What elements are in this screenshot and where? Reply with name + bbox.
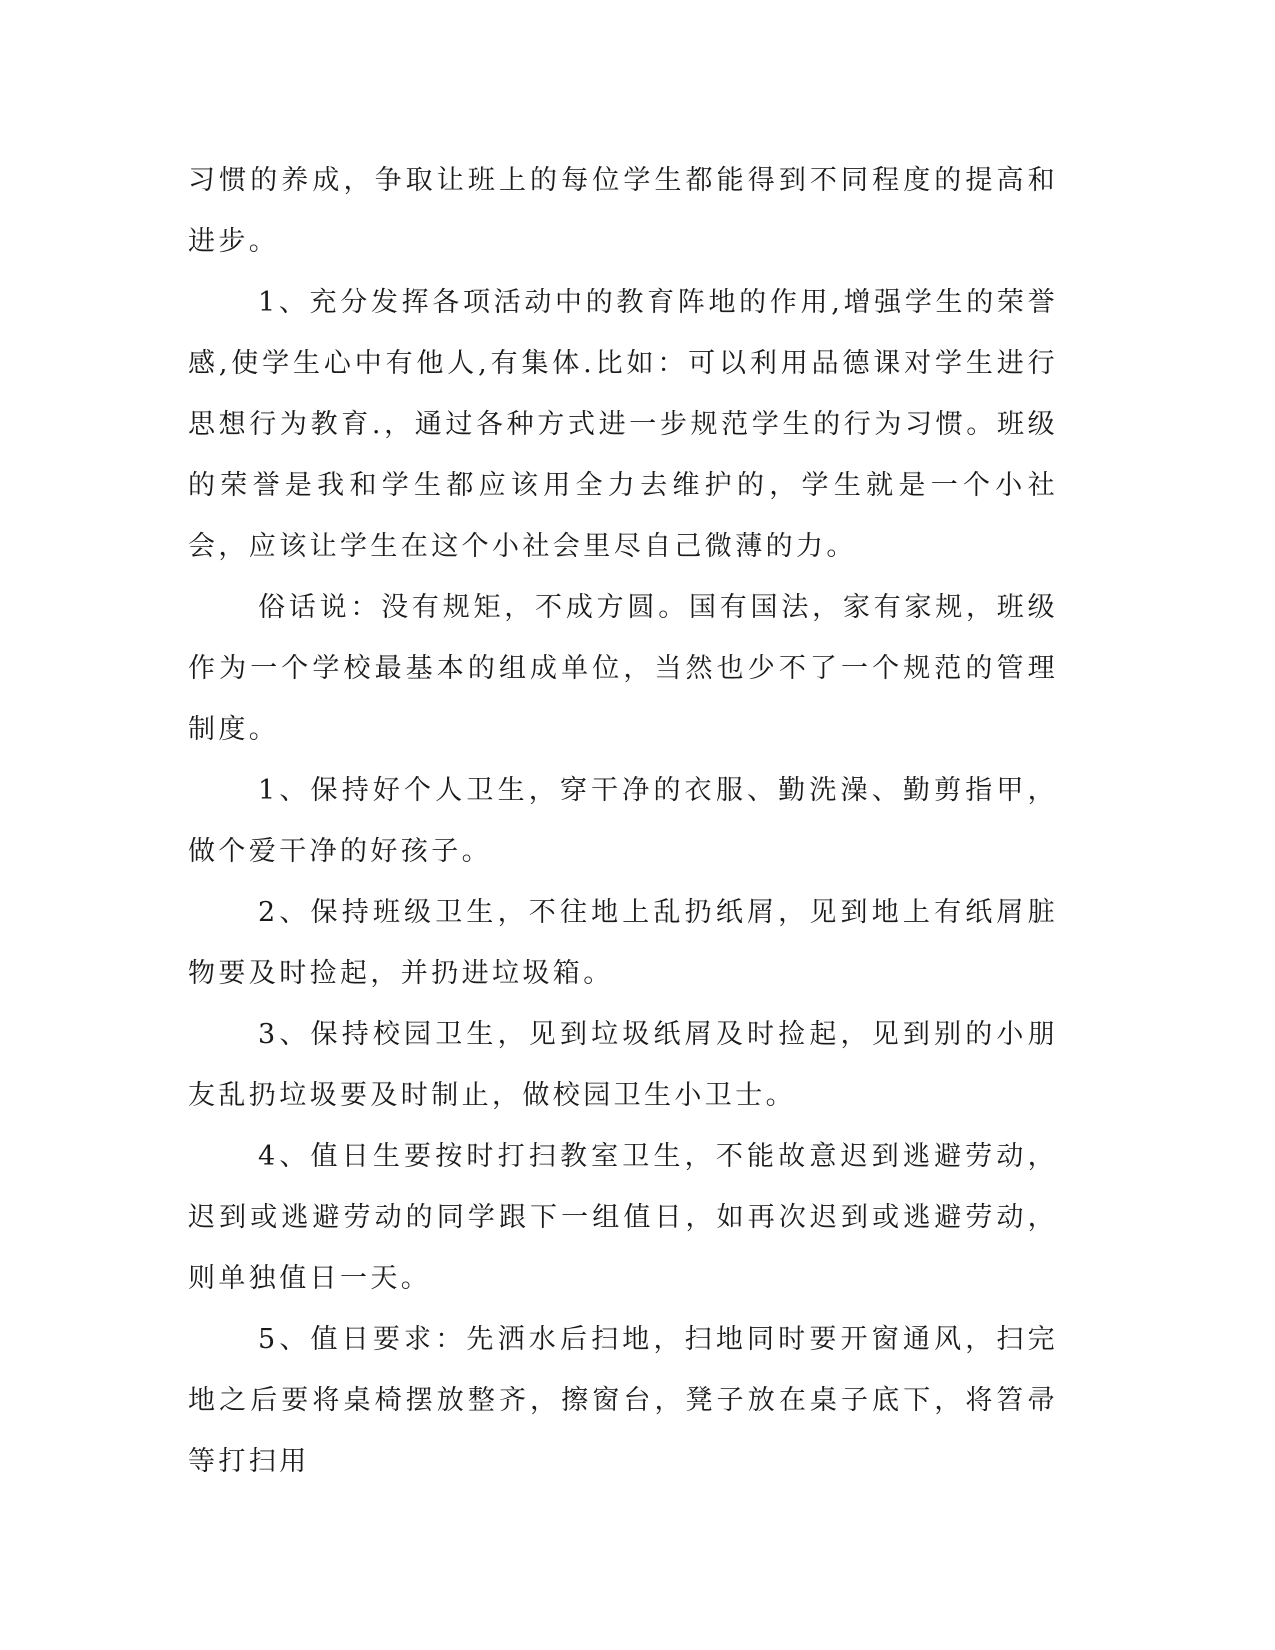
- paragraph-rule-campus-hygiene: 3、保持校园卫生，见到垃圾纸屑及时捡起，见到别的小朋友乱扔垃圾要及时制止，做校园卫生小卫士。: [188, 1019, 1058, 1111]
- paragraph-rule-personal-hygiene: 1、保持好个人卫生，穿干净的衣服、勤洗澡、勤剪指甲，做个爱干净的好孩子。: [188, 775, 1058, 867]
- paragraph-habit-development: 习惯的养成，争取让班上的每位学生都能得到不同程度的提高和进步。: [188, 165, 1058, 257]
- paragraph-rules-saying: 俗话说：没有规矩，不成方圆。国有国法，家有家规，班级作为一个学校最基本的组成单位，当然也少不了一个规范的管理制度。: [188, 592, 1058, 745]
- paragraph-activities-education: 1、充分发挥各项活动中的教育阵地的作用,增强学生的荣誉感,使学生心中有他人,有集体.比如：可以利用品德课对学生进行思想行为教育.，通过各种方式进一步规范学生的行为习惯。班级的荣誉是我和学生都应该用全力去维护的，学生就是一个小社会，应该让学生在这个小社会里尽自己微薄的力。: [188, 287, 1058, 562]
- document-page: [188, 150, 1058, 1492]
- paragraph-rule-duty-requirements: 5、值日要求：先洒水后扫地，扫地同时要开窗通风，扫完地之后要将桌椅摆放整齐，擦窗台，凳子放在桌子底下，将笤帚等打扫用: [188, 1324, 1058, 1477]
- paragraph-rule-duty-student: 4、值日生要按时打扫教室卫生，不能故意迟到逃避劳动，迟到或逃避劳动的同学跟下一组值日，如再次迟到或逃避劳动，则单独值日一天。: [188, 1141, 1058, 1294]
- paragraph-rule-class-hygiene: 2、保持班级卫生，不往地上乱扔纸屑，见到地上有纸屑脏物要及时捡起，并扔进垃圾箱。: [188, 897, 1058, 989]
